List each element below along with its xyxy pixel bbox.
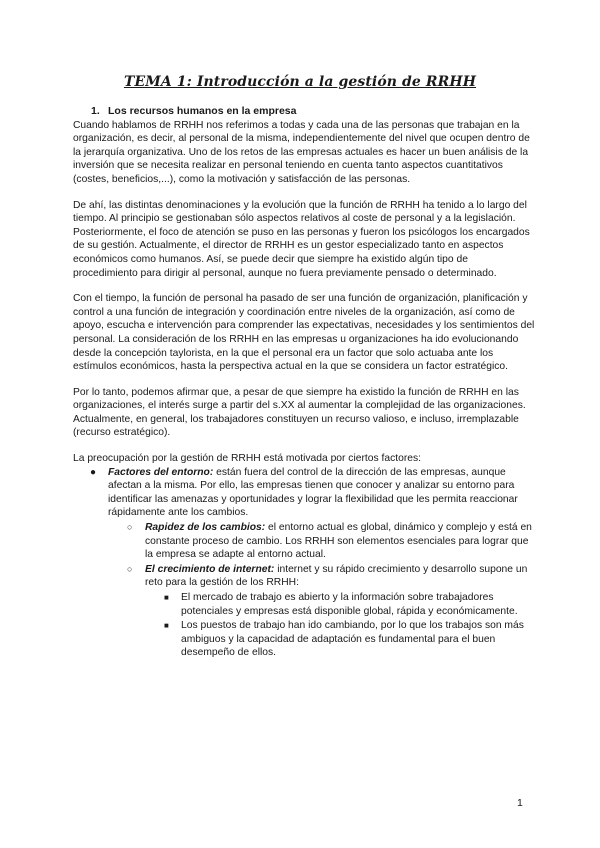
paragraph-2: De ahí, las distintas denominaciones y la evolución que la función de RRHH ha tenido a lo largo del tiempo. Al principio se gestionaban sólo aspectos relativos al coste de personal y a la legislación. Posteriormente, el foco de atención se puso en las personas y fueron los psicólogos los encargados de su gestión. Actualmente, el director de RRHH es un gestor especializado tanto en aspectos económicos como humanos. Así, se puede decir que siempre ha existido algún tipo de procedimiento para dirigir al personal, aunque no fuera previamente pensado o determinado.	[73, 199, 530, 279]
list-term: El crecimiento de internet:	[145, 563, 275, 575]
list-text: Los puestos de trabajo han ido cambiando, por lo que los trabajos son más ambiguos y la capacidad de adaptación es fundamental para el buen desempeño de ellos.	[181, 620, 524, 659]
list-text: internet y su rápido crecimiento y desarrollo supone un reto para la gestión de los RRHH:	[145, 563, 528, 589]
section-heading	[91, 105, 535, 119]
list-item-mercado-trabajo	[73, 591, 535, 618]
list-item-factores-entorno	[73, 466, 535, 520]
list-term: Rapidez de los cambios:	[145, 522, 266, 534]
list-item-crecimiento-internet	[73, 563, 535, 590]
page-number: 1	[517, 797, 523, 809]
bullet-icon: ●	[90, 466, 97, 478]
paragraph-4: Por lo tanto, podemos afirmar que, a pesar de que siempre ha existido la función de RRHH en las organizaciones, el interés surge a partir del s.XX al aumentar la complejidad de las organizaciones. Actualmente, en general, los trabajadores constituyen un recurso valioso, e incluso, irremplazable (recurso estratégico).	[73, 386, 526, 439]
square-bullet-icon: ■	[164, 621, 169, 631]
list-text: están fuera del control de la dirección de las empresas, aunque afectan a la misma. Por ello, las empresas tienen que conocer y analizar su entorno para identificar las amenazas y oportunidades y lograr la flexibilidad que les permita reaccionar rápidamente ante los cambios.	[108, 466, 518, 519]
list-text: el entorno actual es global, dinámico y complejo y está en constante proceso de cambio. Los RRHH son elementos esenciales para lograr que la empresa se adapte al entorno actual.	[145, 522, 532, 561]
section-heading-text: Los recursos humanos en la empresa	[108, 105, 297, 117]
document-title: TEMA 1: Introducción a la gestión de RRHH	[123, 74, 477, 90]
list-item-rapidez-cambios	[73, 521, 535, 562]
paragraph-3: Con el tiempo, la función de personal ha pasado de ser una función de organización, planificación y control a una función de integración y coordinación entre niveles de la organización, así como de apoyo, escucha e intervención para comprender las expectativas, necesidades y los sentimientos del personal. La consideración de los RRHH en las empresas u organizaciones ha ido evolucionando desde la concepción taylorista, en la que el personal era un factor que solo actuaba ante los estímulos económicos, hasta la perspectiva actual en la que se considera un factor estratégico.	[73, 293, 535, 373]
paragraph-1: Cuando hablamos de RRHH nos referimos a todas y cada una de las personas que trabajan en la organización, es decir, al personal de la misma, independientemente del nivel que ocupen dentro de la jerarquía organizativa. Uno de los retos de las empresas actuales es hacer un buen análisis de la inversión que se necesita realizar en personal teniendo en cuenta tanto aspectos cuantitativos (costes, beneficios,...), como la motivación y satisfacción de las personas.	[73, 119, 530, 185]
circle-bullet-icon: ○	[127, 522, 133, 533]
circle-bullet-icon: ○	[127, 563, 133, 574]
list-text: El mercado de trabajo es abierto y la información sobre trabajadores potenciales y empresas está disponible global, rápida y económicamente.	[181, 592, 518, 617]
factors-list	[73, 466, 535, 660]
square-bullet-icon: ■	[164, 593, 169, 602]
list-item-puestos-trabajo	[73, 619, 535, 660]
document-body	[73, 105, 535, 661]
paragraph-5: La preocupación por la gestión de RRHH está motivada por ciertos factores:	[73, 453, 421, 465]
section-number: 1.	[91, 105, 100, 117]
list-term: Factores del entorno:	[108, 466, 214, 478]
